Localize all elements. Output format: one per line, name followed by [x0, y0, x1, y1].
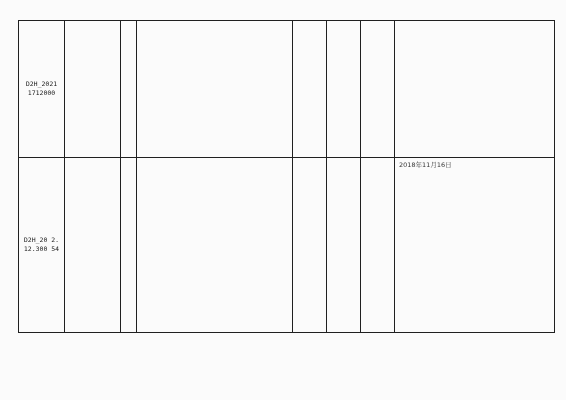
status-cell [361, 21, 395, 158]
category-cell [121, 158, 137, 333]
type-cell [327, 158, 361, 333]
empty-cell [293, 158, 327, 333]
category-cell [121, 21, 137, 158]
result-text: 2018年11月16日 [399, 161, 452, 169]
empty-cell [293, 21, 327, 158]
table-row [19, 21, 555, 158]
result-cell [395, 158, 555, 333]
description-cell [65, 158, 121, 333]
type-cell [327, 21, 361, 158]
result-cell [395, 21, 555, 158]
document-table [18, 20, 555, 333]
table-row [19, 158, 555, 333]
record-id: D2H_2021 1712000 [25, 80, 58, 97]
status-cell [361, 158, 395, 333]
record-id-cell [19, 21, 65, 158]
detail-cell [137, 158, 293, 333]
record-id-cell [19, 158, 65, 333]
record-id: D2H_20 2.12.300 54 [23, 236, 60, 253]
detail-cell [137, 21, 293, 158]
description-cell [65, 21, 121, 158]
